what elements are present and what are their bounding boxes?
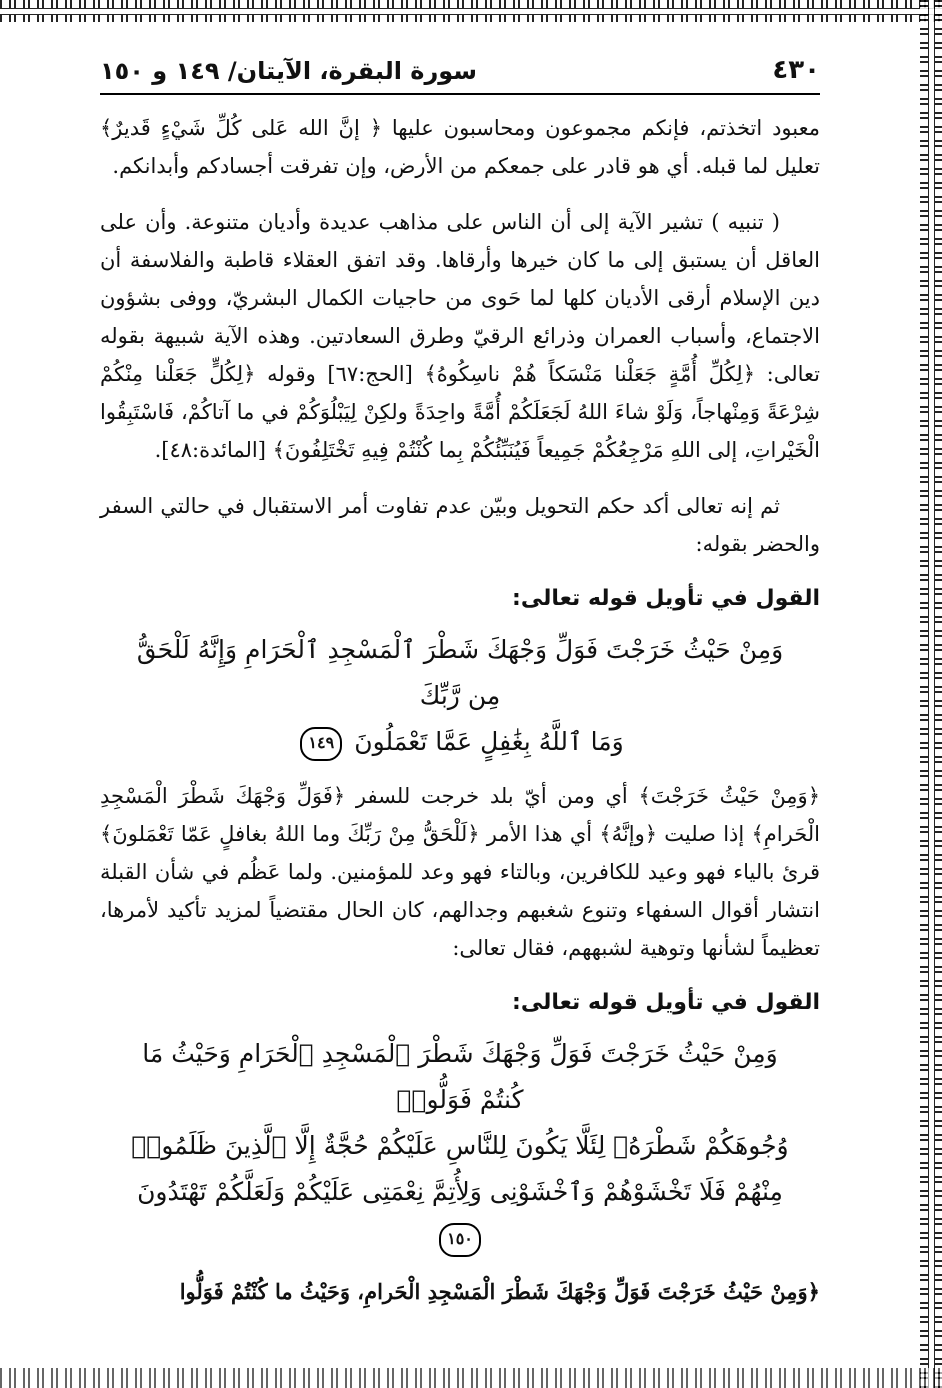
verse-150-line-3-text: مِنْهُمْ فَلَا تَخْشَوْهُمْ وَٱخْشَوْنِى وَلِأُتِمَّ نِعْمَتِى عَلَيْكُمْ وَلَعَلَّكُمْ تَهْتَدُونَ — [137, 1177, 783, 1206]
verse-149-line-2-text: وَمَا ٱللَّهُ بِغَٰفِلٍ عَمَّا تَعْمَلُونَ — [354, 727, 624, 756]
verse-150-line-2: وُجُوهَكُمْ شَطْرَهُۥ لِئَلَّا يَكُونَ لِلنَّاسِ عَلَيْكُمْ حُجَّةٌ إِلَّا ٱلَّذِينَ ظَلَمُوا۟ — [131, 1131, 789, 1160]
paragraph-commentary-149: ﴿وَمِنْ حَيْثُ خَرَجْتَ﴾ أي ومن أيّ بلد خرجت للسفر ﴿فَوَلِّ وَجْهَكَ شَطْرَ الْمَسْجِدِ الْحَرامِ﴾ إذا صليت ﴿وإنَّهُ﴾ أي هذا الأمر ﴿لَلْحَقُّ مِنْ رَبِّكَ وما اللهُ بغافلٍ عَمّا تَعْمَلونَ﴾ قرئ بالياء فهو وعيد للكافرين، وبالتاء فهو وعد للمؤمنين. ولما عَظُم في شأن القبلة انتشار أقوال السفهاء وتنوع شغبهم وجدالهم، كان الحال مقتضياً لمزيد تأكيد لأمرها، تعظيماً لشأنها وتوهية لشبههم، فقال تعالى: — [100, 784, 820, 960]
page-border-top — [0, 0, 942, 22]
ayah-number-149: ١٤٩ — [300, 727, 342, 761]
verse-149-line-1: وَمِنْ حَيْثُ خَرَجْتَ فَوَلِّ وَجْهَكَ شَطْرَ ٱلْمَسْجِدِ ٱلْحَرَامِ وَإِنَّهُ لَلْحَقُّ مِن رَّبِّكَ — [136, 635, 784, 710]
verse-150-line-1: وَمِنْ حَيْثُ خَرَجْتَ فَوَلِّ وَجْهَكَ شَطْرَ ٱلْمَسْجِدِ ٱلْحَرَامِ وَحَيْثُ مَا كُنتُمْ فَوَلُّوا۟ — [142, 1039, 778, 1114]
section-heading-2: القول في تأويل قوله تعالى: — [512, 990, 820, 1015]
page-border-bottom — [0, 1368, 942, 1388]
header-title: سورة البقرة، الآيتان/ ١٤٩ و ١٥٠ — [100, 57, 477, 85]
page-border-right — [920, 0, 942, 1388]
book-page — [100, 55, 820, 1329]
verse-150-line-3 — [122, 1169, 798, 1261]
ayah-number-150: ١٥٠ — [439, 1223, 481, 1257]
paragraph-note: ( تنبيه ) تشير الآية إلى أن الناس على مذاهب عديدة وأديان متنوعة. وأن على العاقل أن يستبق إلى ما كان خيرها وأرقاها. وقد اتفق العقلاء قاطبة والفلاسفة أن دين الإسلام أرقى الأديان كلها لما حَوى من حاجيات الكمال البشريّ، ووفى بشؤون الاجتماع، وأسباب العمران وذرائع الرقيّ وطرق السعادتين. وهذه الآية شبيهة بقوله تعالى: ﴿لِكُلِّ أُمَّةٍ جَعَلْنا مَنْسَكاً هُمْ ناسِكُوهُ﴾ [الحج:٦٧] وقوله ﴿لِكُلٍّ جَعَلْنا مِنْكُمْ شِرْعَةً وَمِنْهاجاً، وَلَوْ شاءَ اللهُ لَجَعَلَكُمْ أُمَّةً واحِدَةً ولكِنْ لِيَبْلُوَكُمْ في ما آتاكُمْ، فَاسْتَبِقُوا الْخَيْراتِ، إلى اللهِ مَرْجِعُكُمْ جَمِيعاً فَيُنَبِّئُكُمْ بِما كُنْتُمْ فِيهِ تَخْتَلِفُونَ﴾ [المائدة:٤٨]. — [100, 210, 820, 462]
section-heading-1: القول في تأويل قوله تعالى: — [512, 586, 820, 611]
quran-verse-150 — [100, 1031, 820, 1261]
paragraph-1: معبود اتخذتم، فإنكم مجموعون ومحاسبون عليها ﴿ إنَّ الله عَلى كُلِّ شَيْءٍ قَديرٌ﴾ تعليل لما قبله. أي هو قادر على جمعكم من الأرض، وإن تفرقت أجسادكم وأبدانكم. — [100, 116, 820, 178]
verse-149-line-2 — [122, 719, 798, 765]
page-number: ٤٣٠ — [772, 55, 820, 85]
running-header — [100, 55, 820, 95]
paragraph-commentary-150: ﴿وَمِنْ حَيْثُ خَرَجْتَ فَوَلِّ وَجْهَكَ شَطْرَ الْمَسْجِدِ الْحَرامِ، وَحَيْثُ ما كُنْتُمْ فَوَلُّوا — [179, 1279, 820, 1304]
paragraph-3: ثم إنه تعالى أكد حكم التحويل وبيّن عدم تفاوت أمر الاستقبال في حالتي السفر والحضر بقوله: — [100, 494, 820, 556]
quran-verse-149 — [100, 627, 820, 765]
